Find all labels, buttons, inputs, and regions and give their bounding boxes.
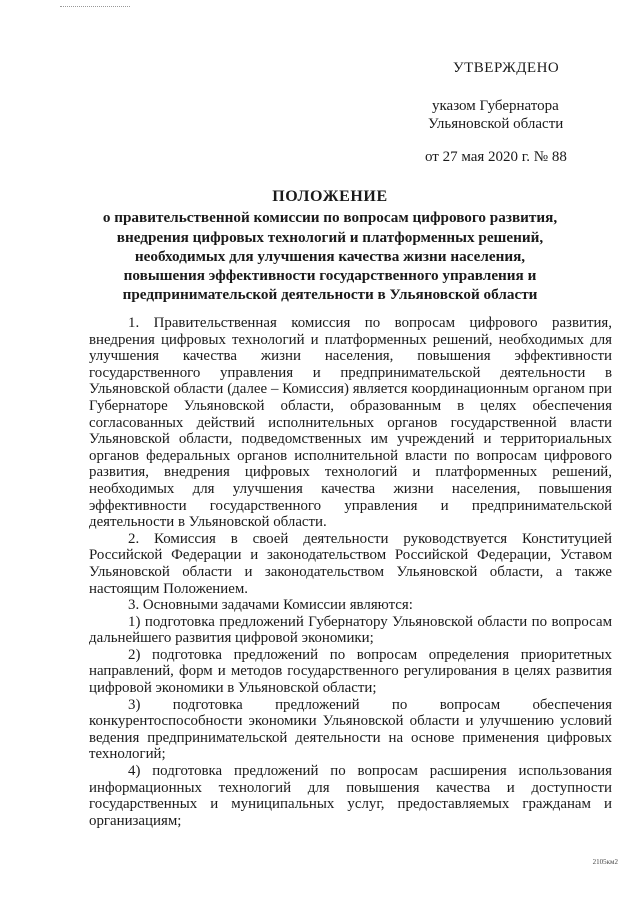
- scan-artifact-line: [60, 6, 130, 13]
- decree-date: от 27 мая 2020 г. № 88: [425, 149, 567, 165]
- paragraph-3: 3. Основными задачами Комиссии являются:: [128, 597, 413, 614]
- decree-line-1: указом Губернатора: [432, 98, 559, 114]
- paragraph-1: 1. Правительственная комиссия по вопросам цифрового развития, внедрения цифровых технологий и платформенных решений, необходимых для улучшения качества жизни населения, повышения эффективности государственного управления и предпринимательской деятельности в Ульяновской области (далее – Комиссия) является координационным органом при Губернаторе Ульяновской области, образованным в целях обеспечения согласованных действий исполнительных органов государственной власти Ульяновской области, подведомственных им учреждений и территориальных органов федеральных органов исполнительной власти по вопросам цифрового развития, внедрения цифровых технологий и платформенных решений, необходимых для улучшения качества жизни населения, повышения эффективности государственного управления и предпринимательской деятельности в Ульяновской области.: [89, 315, 612, 531]
- list-item-2: 2) подготовка предложений по вопросам определения приоритетных направлений, форм и методов государственного регулирования в целях развития цифровой экономики в Ульяновской области;: [89, 646, 612, 697]
- list-item-1: 1) подготовка предложений Губернатору Ульяновской области по вопросам дальнейшего развития цифровой экономики;: [89, 613, 612, 647]
- document-title: [95, 187, 565, 305]
- document-code: 2105км2: [592, 858, 618, 866]
- approved-label: УТВЕРЖДЕНО: [453, 60, 560, 76]
- decree-line-2: Ульяновской области: [428, 116, 564, 132]
- paragraph-2: 2. Комиссия в своей деятельности руководствуется Конституцией Российской Федерации и законодательством Российской Федерации, Уставом Ульяновской области и законодательством Ульяновской области, а также настоящим Положением.: [89, 530, 612, 597]
- list-item-4: 4) подготовка предложений по вопросам расширения использования информационных технологий для повышения качества и доступности государственных и муниципальных услуг, предоставляемых гражданам и организациям;: [89, 763, 612, 829]
- document-body: [89, 315, 612, 829]
- list-item-3: 3) подготовка предложений по вопросам обеспечения конкурентоспособности экономики Ульяновской области и улучшению условий ведения предпринимательской деятельности на основе применения цифровых технологий;: [89, 696, 612, 763]
- title-subtitle: о правительственной комиссии по вопросам цифрового развития, внедрения цифровых технологий и платформенных решений, необходимых для улучшения качества жизни населения, повышения эффективности государственного управления и предпринимательской деятельности в Ульяновской области: [102, 209, 558, 304]
- title-heading: ПОЛОЖЕНИЕ: [272, 188, 388, 205]
